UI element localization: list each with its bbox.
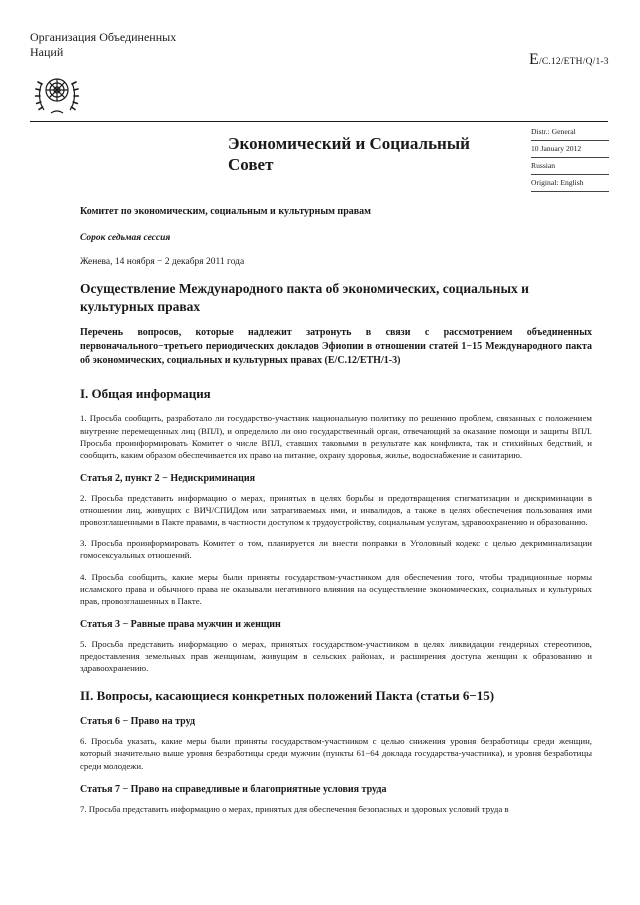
article-7-heading: Статья 7 − Право на справедливые и благоприятные условия труда: [80, 783, 387, 795]
document-body: [80, 206, 592, 824]
paragraph-6: 6. Просьба указать, какие меры были приняты государством-участником с целью снижения уровня безработицы среди женщин, который значительно выше уровня безработицы среди мужчин (пункты 61−64 доклада государства-участника), и уровня безработицы среди молодежи.: [80, 736, 592, 771]
paragraph-3: 3. Просьба проинформировать Комитет о том, планируется ли внести поправки в Уголовный кодекс с целью декриминализации гомосексуальных отношений.: [80, 538, 592, 561]
section-2-heading: II. Вопросы, касающиеся конкретных положений Пакта (статьи 6−15): [80, 688, 495, 704]
session-line: Сорок седьмая сессия: [80, 233, 171, 243]
paragraph-1: 1. Просьба сообщить, разработало ли государство-участник национальную политику по решению проблем, связанных с положением внутренне перемещенных лиц (ВПЛ), и определило ли оно государственный орган, отвечающий за оказание помощи и защиты ВПЛ. Просьба проинформировать Комитет о числе ВПЛ, ставших таковыми в результате как конфликта, так и стихийных бедствий, и сообщить, каким образом обеспечивается их право на питание, охрану здоровья, жилье, водоснабжение и санитарию.: [80, 413, 592, 460]
header-divider: [30, 121, 608, 122]
paragraph-7: 7. Просьба представить информацию о мерах, принятых для обеспечения безопасных и здоровых условий труда в: [80, 803, 509, 814]
paragraph-4: 4. Просьба сообщить, какие меры были приняты государством-участником для обеспечения того, чтобы традиционные нормы исламского права и обычного права не оказывали негативного влияния на осуществление экономических, социальных и культурных прав, провозглашенных в Пакте.: [80, 571, 592, 606]
distr-language: Russian: [531, 158, 609, 175]
section-1-heading: I. Общая информация: [80, 386, 211, 402]
document-title: Осуществление Международного пакта об экономических, социальных и культурных правах: [80, 281, 529, 315]
un-emblem-icon: [33, 74, 81, 118]
paragraph-5: 5. Просьба представить информацию о мерах, принятых государством-участником в целях ликвидации гендерных стереотипов, предоставления земельных прав женщинам, живущим в сельских районах, и расширения доступа женщин к образованию и здравоохранению.: [80, 638, 592, 674]
council-title: Экономический и Социальный Совет: [228, 134, 470, 175]
distribution-block: [531, 124, 609, 192]
document-subtitle: Перечень вопросов, которые надлежит затронуть в связи с рассмотрением объединенных первоначального−третьего периодических докладов Эфиопии в отношении статей 1−15 Международного пакта об экономических, социальных и культурных правах (E/C.12/ETH/1-3): [80, 327, 592, 367]
document-symbol-initial: E: [529, 51, 539, 68]
un-org-name: Организация Объединенных Наций: [30, 30, 177, 59]
committee-name: Комитет по экономическим, социальным и культурным правам: [80, 206, 371, 217]
distr-general: Distr.: General: [531, 124, 609, 141]
distr-date: 10 January 2012: [531, 141, 609, 158]
document-symbol-rest: /C.12/ETH/Q/1-3: [538, 57, 609, 67]
article-2-heading: Статья 2, пункт 2 − Недискриминация: [80, 472, 256, 484]
distr-original: Original: English: [531, 175, 609, 192]
article-3-heading: Статья 3 − Равные права мужчин и женщин: [80, 618, 281, 630]
paragraph-2: 2. Просьба представить информацию о мерах, принятых в целях борьбы и предотвращения стигматизации и дискриминации в отношении лиц, живущих с ВИЧ/СПИДом или затрагиваемых ими, и инвалидов, а также в целях обеспечения пользования ими провозглашенными в Пакте правами, в частности доступом к трудоустройству, социальным услугам, здравоохранению и образованию.: [80, 492, 592, 528]
article-6-heading: Статья 6 − Право на труд: [80, 716, 195, 728]
document-symbol: [529, 50, 609, 69]
venue-line: Женева, 14 ноября − 2 декабря 2011 года: [80, 257, 245, 267]
